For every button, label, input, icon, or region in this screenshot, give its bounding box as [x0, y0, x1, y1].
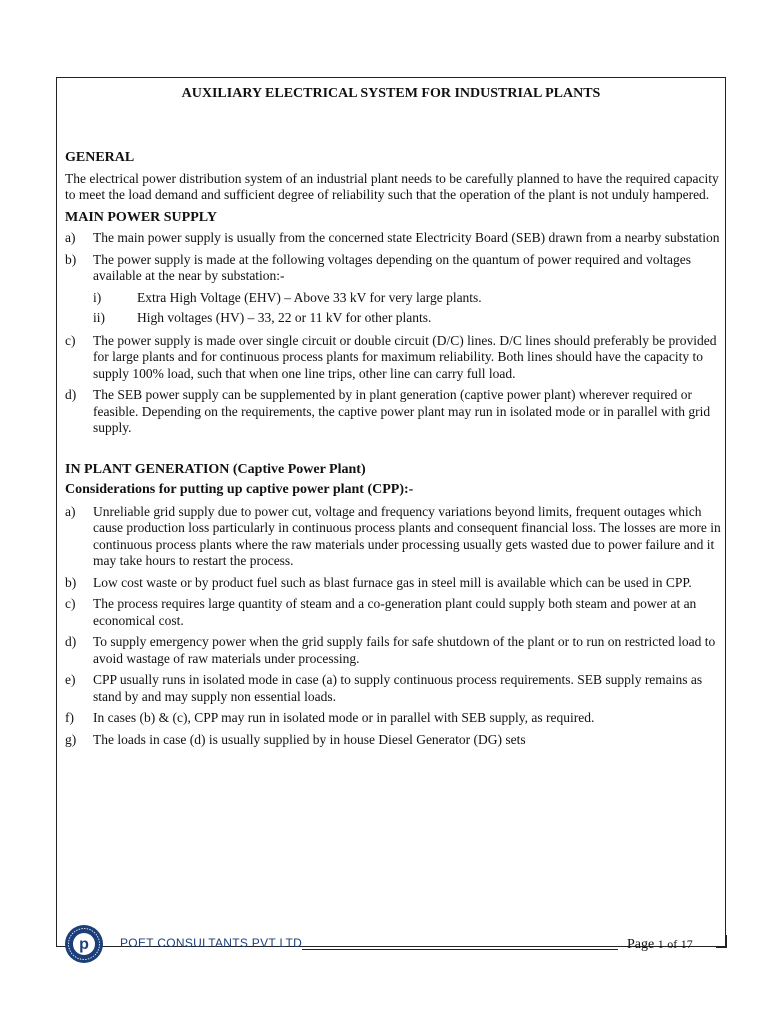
- company-logo-icon: [64, 924, 104, 964]
- list-item-label: d): [65, 387, 77, 402]
- list-item: [65, 710, 723, 727]
- list-item-text: To supply emergency power when the grid supply fails for safe shutdown of the plant or to run on restricted load to avoid wastage of raw materials under processing.: [93, 634, 716, 666]
- subsection-heading-cpp-considerations: Considerations for putting up captive power plant (CPP):-: [65, 482, 414, 497]
- list-item-text: The loads in case (d) is usually supplied by in house Diesel Generator (DG) sets: [93, 731, 526, 747]
- logo-letter: p: [79, 936, 89, 953]
- list-item-text: In cases (b) & (c), CPP may run in isolated mode or in parallel with SEB supply, as required.: [93, 710, 595, 725]
- document-body: [65, 150, 723, 753]
- page-current: 1: [657, 937, 664, 951]
- list-item: [65, 634, 723, 667]
- list-item-label: b): [65, 574, 77, 590]
- list-item: [65, 387, 723, 437]
- sub-list-item-text: Extra High Voltage (EHV) – Above 33 kV for very large plants.: [137, 289, 482, 305]
- list-item: [65, 672, 723, 705]
- list-item-text: CPP usually runs in isolated mode in case (a) to supply continuous process requirements. SEB supply remains as stand by and may supply non essential loads.: [93, 672, 703, 704]
- list-item: [65, 732, 723, 749]
- sub-list-item-label: i): [93, 289, 102, 305]
- list-item-label: d): [65, 634, 77, 649]
- page-of: of: [667, 937, 678, 951]
- page-number: [627, 937, 693, 953]
- sub-list-item: [65, 310, 723, 327]
- list-item-text: The SEB power supply can be supplemented by in plant generation (captive power plant) wherever required or feasible. Depending on the requirements, the captive power plant may run in isolated mode or in parallel with grid supply.: [93, 387, 711, 435]
- page-word: Page: [627, 937, 655, 952]
- list-item: [65, 504, 723, 570]
- list-item: [65, 230, 723, 247]
- list-item: [65, 333, 723, 383]
- section-heading-main-power-supply: MAIN POWER SUPPLY: [65, 209, 217, 225]
- list-item-label: a): [65, 230, 76, 245]
- footer-corner-mark: [716, 935, 727, 948]
- list-item-text: Low cost waste or by product fuel such as blast furnace gas in steel mill is available which can be used in CPP.: [93, 574, 692, 590]
- footer-rule: [302, 949, 618, 950]
- list-item-text: The process requires large quantity of steam and a co-generation plant could supply both steam and power at an economical cost.: [93, 596, 697, 628]
- list-item: [65, 252, 723, 285]
- sub-list-item-label: ii): [93, 310, 105, 325]
- list-item-label: a): [65, 503, 76, 519]
- sub-list-item-text: High voltages (HV) – 33, 22 or 11 kV for other plants.: [137, 310, 432, 325]
- page-total: 17: [680, 937, 693, 951]
- list-item-label: c): [65, 332, 76, 348]
- list-item-text: The power supply is made at the following voltages depending on the quantum of power required and voltages available at the near by substation:-: [93, 251, 691, 283]
- section-heading-general: GENERAL: [65, 150, 135, 165]
- list-item: [65, 596, 723, 629]
- list-item-text: The power supply is made over single circuit or double circuit (D/C) lines. D/C lines should preferably be provided for large plants and for continuous process plants for maximum reliability. Both lines should have the capacity to supply 100% load, such that when one line trips, other line can carry full load.: [93, 332, 717, 381]
- list-item-text: The main power supply is usually from the concerned state Electricity Board (SEB) drawn from a nearby substation: [93, 230, 720, 245]
- general-paragraph: The electrical power distribution system of an industrial plant needs to be carefully planned to have the required capacity to meet the load demand and sufficient degree of reliability such that the operation of the plant is not unduly hampered.: [65, 170, 719, 202]
- sub-list-item: [65, 290, 723, 307]
- list-item: [65, 575, 723, 592]
- section-heading-in-plant-generation: IN PLANT GENERATION (Captive Power Plant): [65, 461, 366, 477]
- document-title: AUXILIARY ELECTRICAL SYSTEM FOR INDUSTRIAL PLANTS: [181, 86, 601, 101]
- list-item-label: c): [65, 596, 76, 611]
- list-item-text: Unreliable grid supply due to power cut, voltage and frequency variations beyond limits, frequent outages which cause production loss particularly in continuous process plants and consequent financial loss. The losses are more in continuous process plants where the raw materials under processing usually gets wasted due to power failure and it may take hours to restart the process.: [93, 503, 721, 568]
- list-item-label: b): [65, 251, 77, 267]
- footer-company-name: POET CONSULTANTS PVT LTD: [120, 936, 303, 950]
- section-spacer: [65, 442, 723, 462]
- list-item-label: g): [65, 731, 77, 747]
- list-item-label: f): [65, 710, 74, 725]
- list-item-label: e): [65, 672, 76, 687]
